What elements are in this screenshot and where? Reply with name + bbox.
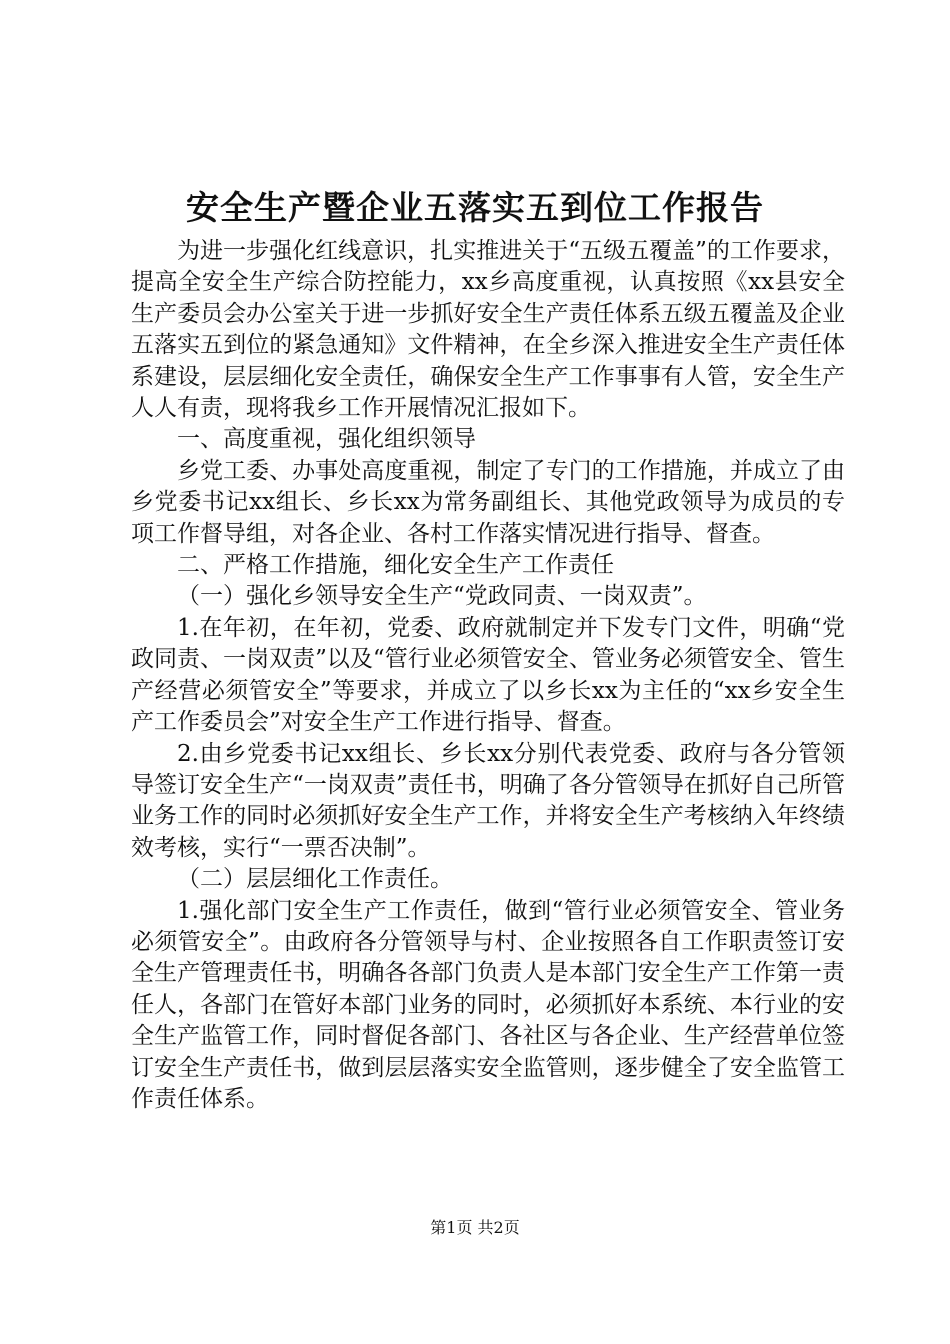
- subheading-2-2: （二）层层细化工作责任。: [177, 866, 453, 893]
- subheading-2-1: （一）强化乡领导安全生产“党政同责、一岗双责”。: [177, 583, 707, 610]
- paragraph-2-1-item-2: 2.由乡党委书记xx组长、乡长xx分别代表党委、政府与各分管领导签订安全生产“一岗双责”责任书，明确了各分管领导在抓好自己所管业务工作的同时必须抓好安全生产工作，并将安全生产考核纳入年终绩效考核，实行“一票否决制”。: [131, 740, 845, 861]
- heading-section-1: 一、高度重视，强化组织领导: [177, 426, 476, 453]
- paragraph-intro: 为进一步强化红线意识，扎实推进关于“五级五覆盖”的工作要求，提高全安全生产综合防控能力，xx乡高度重视，认真按照《xx县安全生产委员会办公室关于进一步抓好安全生产责任体系五级五覆盖及企业五落实五到位的紧急通知》文件精神，在全乡深入推进安全生产责任体系建设，层层细化安全责任，确保安全生产工作事事有人管，安全生产人人有责，现将我乡工作开展情况汇报如下。: [131, 238, 845, 422]
- paragraph-section-1: 乡党工委、办事处高度重视，制定了专门的工作措施，并成立了由乡党委书记xx组长、乡长xx为常务副组长、其他党政领导为成员的专项工作督导组，对各企业、各村工作落实情况进行指导、督查。: [131, 457, 845, 547]
- paragraph-2-1-item-1: 1.在年初，在年初，党委、政府就制定并下发专门文件，明确“党政同责、一岗双责”以及“管行业必须管安全、管业务必须管安全、管生产经营必须管安全”等要求，并成立了以乡长xx为主任的“xx乡安全生产工作委员会”对安全生产工作进行指导、督查。: [131, 614, 845, 736]
- paragraph-2-2-item-1: 1.强化部门安全生产工作责任，做到“管行业必须管安全、管业务必须管安全”。由政府各分管领导与村、企业按照各自工作职责签订安全生产管理责任书，明确各各部门负责人是本部门安全生产工作第一责任人，各部门在管好本部门业务的同时，必须抓好本系统、本行业的安全生产监管工作，同时督促各部门、各社区与各企业、生产经营单位签订安全生产责任书，做到层层落实安全监管则，逐步健全了安全监管工作责任体系。: [131, 897, 845, 1112]
- document-body: [131, 236, 845, 1115]
- document-title: 安全生产暨企业五落实五到位工作报告: [186, 188, 764, 227]
- page-footer: 第1页 共2页: [430, 1218, 520, 1237]
- heading-section-2: 二、严格工作措施，细化安全生产工作责任: [177, 552, 614, 579]
